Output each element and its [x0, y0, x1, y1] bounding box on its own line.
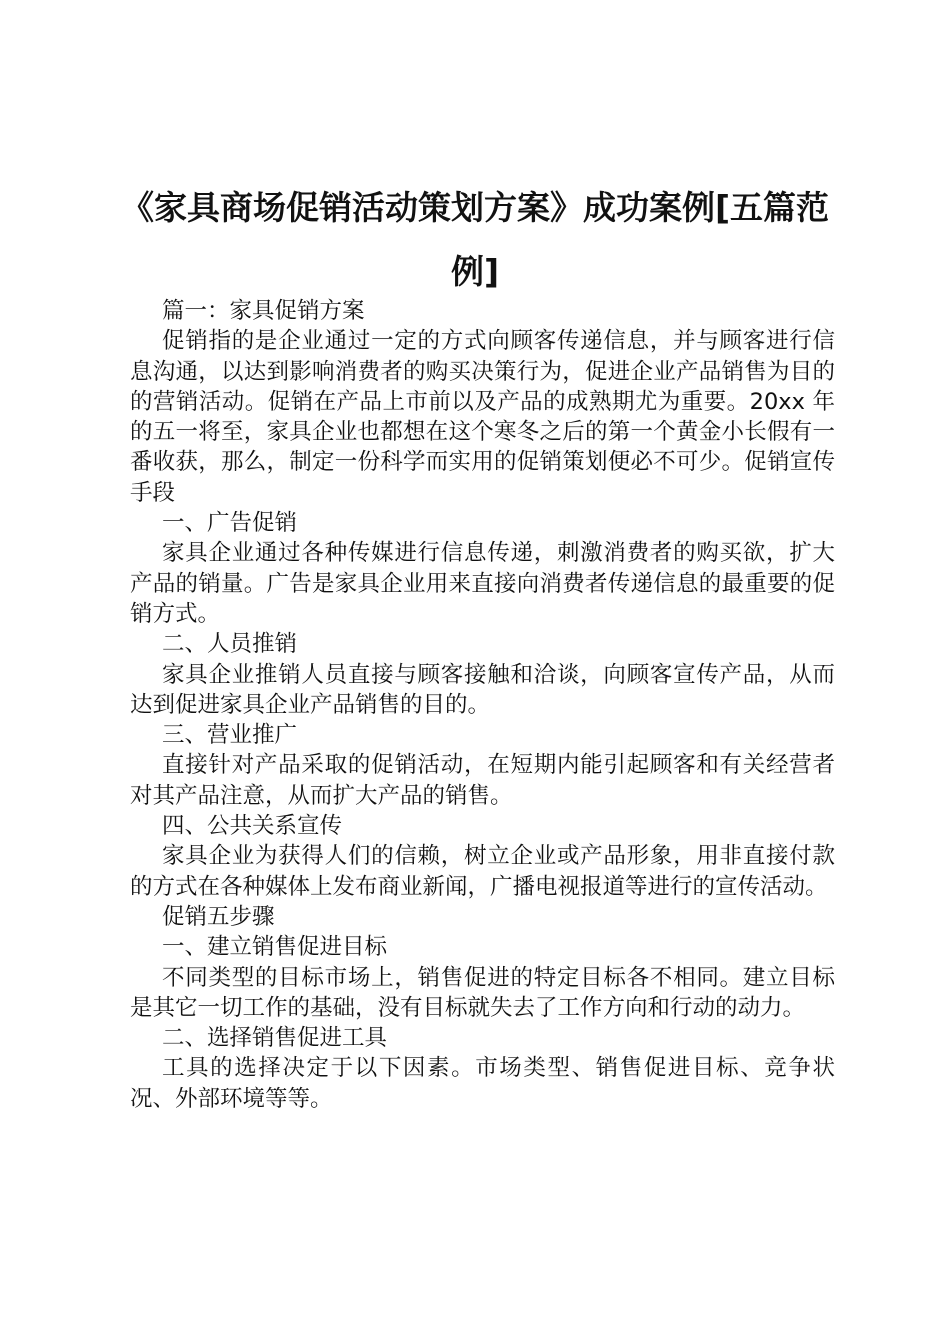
paragraph: 家具企业推销人员直接与顾客接触和洽谈，向顾客宣传产品，从而达到促进家具企业产品销售的目的。 [130, 661, 835, 718]
section-heading: 促销五步骤 [162, 903, 275, 930]
subheading: 二、选择销售促进工具 [162, 1025, 388, 1052]
paragraph: 家具企业通过各种传媒进行信息传递，刺激消费者的购买欲，扩大产品的销量。广告是家具企业用来直接向消费者传递信息的最重要的促销方式。 [130, 540, 835, 627]
paragraph: 直接针对产品采取的促销活动，在短期内能引起顾客和有关经营者对其产品注意，从而扩大产品的销售。 [130, 752, 835, 809]
document-title: 《家具商场促销活动策划方案》成功案例[五篇范例] [120, 188, 830, 291]
section-heading: 篇一：家具促销方案 [162, 298, 365, 324]
document-body [130, 296, 835, 1114]
subheading: 四、公共关系宣传 [162, 813, 343, 840]
paragraph: 不同类型的目标市场上，销售促进的特定目标各不相同。建立目标是其它一切工作的基础，没有目标就失去了工作方向和行动的动力。 [130, 964, 835, 1021]
subheading: 三、营业推广 [162, 722, 298, 749]
subheading: 二、人员推销 [162, 631, 298, 658]
paragraph: 促销指的是企业通过一定的方式向顾客传递信息，并与顾客进行信息沟通，以达到影响消费者的购买决策行为，促进企业产品销售为目的的营销活动。促销在产品上市前以及产品的成熟期尤为重要。20xx 年的五一将至，家具企业也都想在这个寒冬之后的第一个黄金小长假有一番收获，那么，制定一份科学而实用的促销策划便必不可少。促销宣传手段 [130, 328, 835, 506]
subheading: 一、建立销售促进目标 [162, 934, 388, 961]
paragraph: 家具企业为获得人们的信赖，树立企业或产品形象，用非直接付款的方式在各种媒体上发布商业新闻，广播电视报道等进行的宣传活动。 [130, 843, 835, 900]
paragraph: 工具的选择决定于以下因素。市场类型、销售促进目标、竞争状况、外部环境等等。 [130, 1055, 835, 1112]
subheading: 一、广告促销 [162, 510, 298, 537]
